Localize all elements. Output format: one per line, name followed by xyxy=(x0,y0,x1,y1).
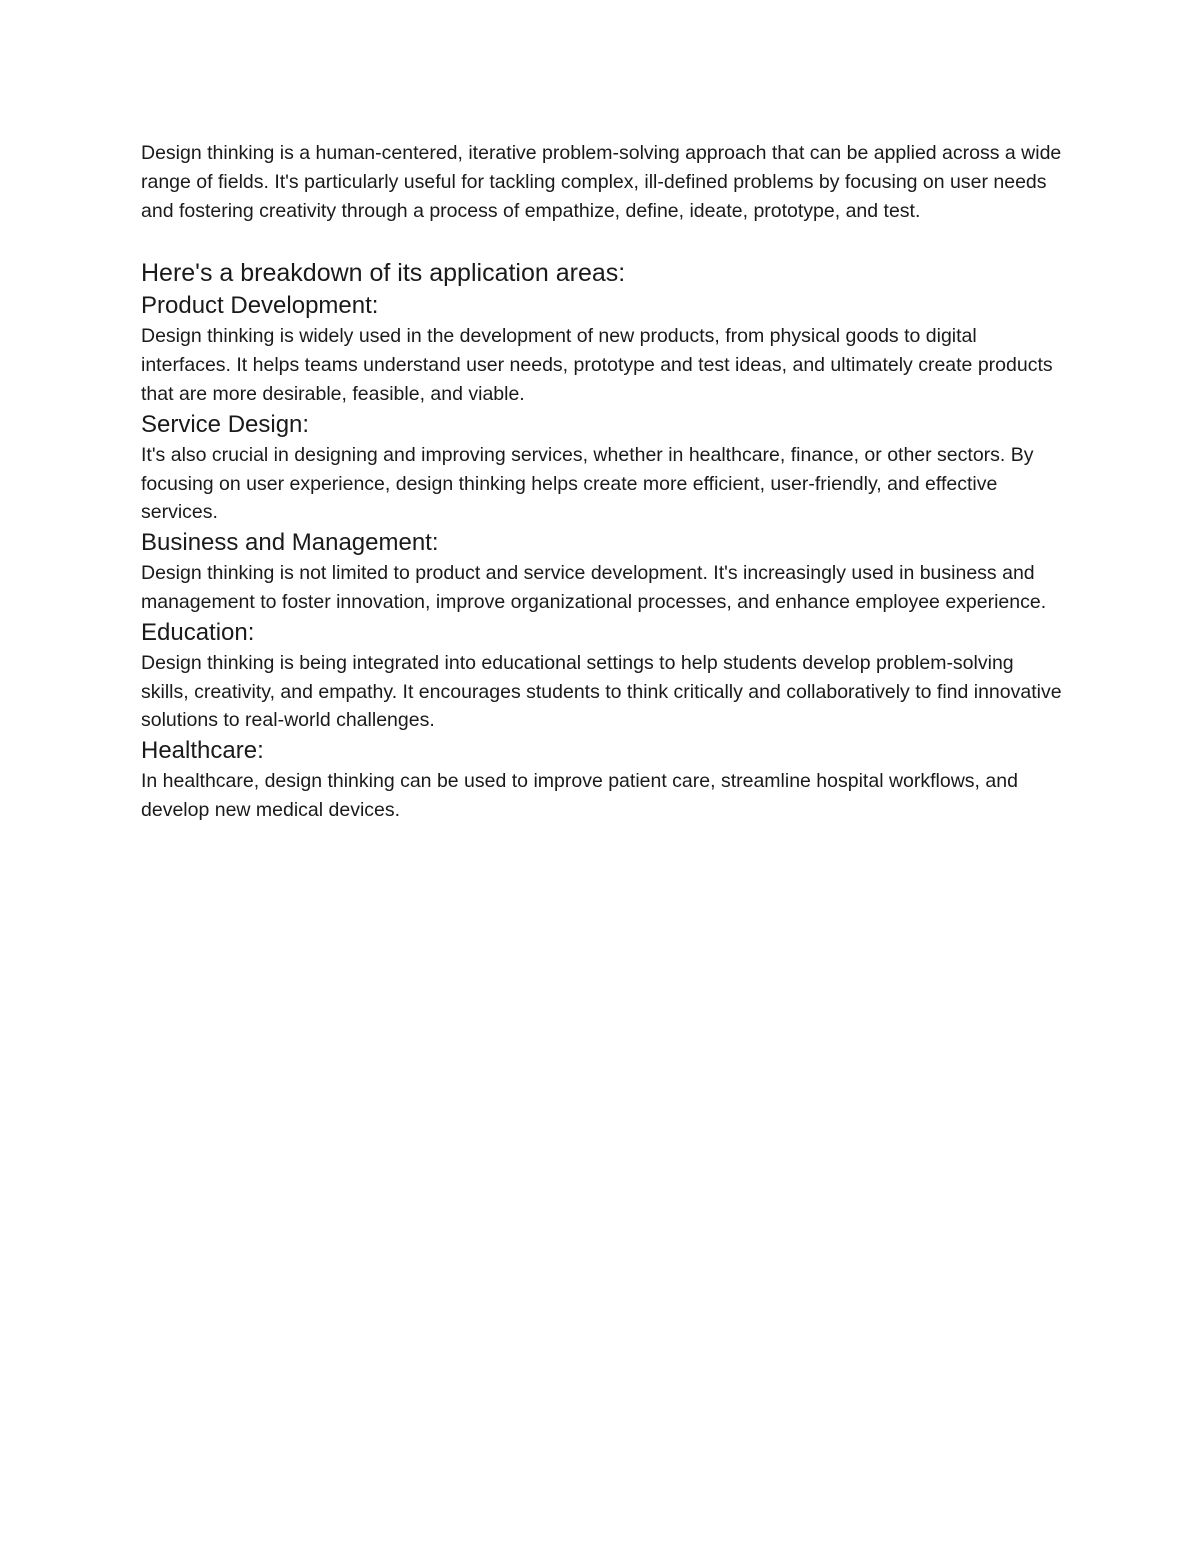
section-body-business-management: Design thinking is not limited to product and service development. It's increasingly used in business and management to foster innovation, improve organizational processes, and enhance employee experience. xyxy=(141,562,1047,613)
section-heading-business-management: Business and Management: xyxy=(141,529,439,557)
intro-paragraph: Design thinking is a human-centered, iterative problem-solving approach that can be applied across a wide range of fields. It's particularly useful for tackling complex, ill-defined problems by focusing on user needs and fostering creativity through a process of empathize, define, ideate, prototype, and test. xyxy=(141,142,1062,222)
section-body-service-design: It's also crucial in designing and improving services, whether in healthcare, finance, or other sectors. By focusing on user experience, design thinking helps create more efficient, user-friendly, and effective services. xyxy=(141,443,1034,524)
section-heading-healthcare: Healthcare: xyxy=(141,737,264,765)
section-body-product-development: Design thinking is widely used in the development of new products, from physical goods to digital interfaces. It helps teams understand user needs, prototype and test ideas, and ultimately create products that are more desirable, feasible, and viable. xyxy=(141,325,1053,405)
section-heading-product-development: Product Development: xyxy=(141,292,379,320)
section-heading-service-design: Service Design: xyxy=(141,410,310,438)
document-content xyxy=(141,139,1066,825)
section-body-healthcare: In healthcare, design thinking can be used to improve patient care, streamline hospital workflows, and develop new medical devices. xyxy=(141,770,1018,821)
section-body-education: Design thinking is being integrated into educational settings to help students develop problem-solving skills, creativity, and empathy. It encourages students to think critically and collaboratively to find innovative solutions to real-world challenges. xyxy=(141,651,1062,732)
breakdown-heading: Here's a breakdown of its application areas: xyxy=(141,259,626,288)
section-heading-education: Education: xyxy=(141,618,255,646)
